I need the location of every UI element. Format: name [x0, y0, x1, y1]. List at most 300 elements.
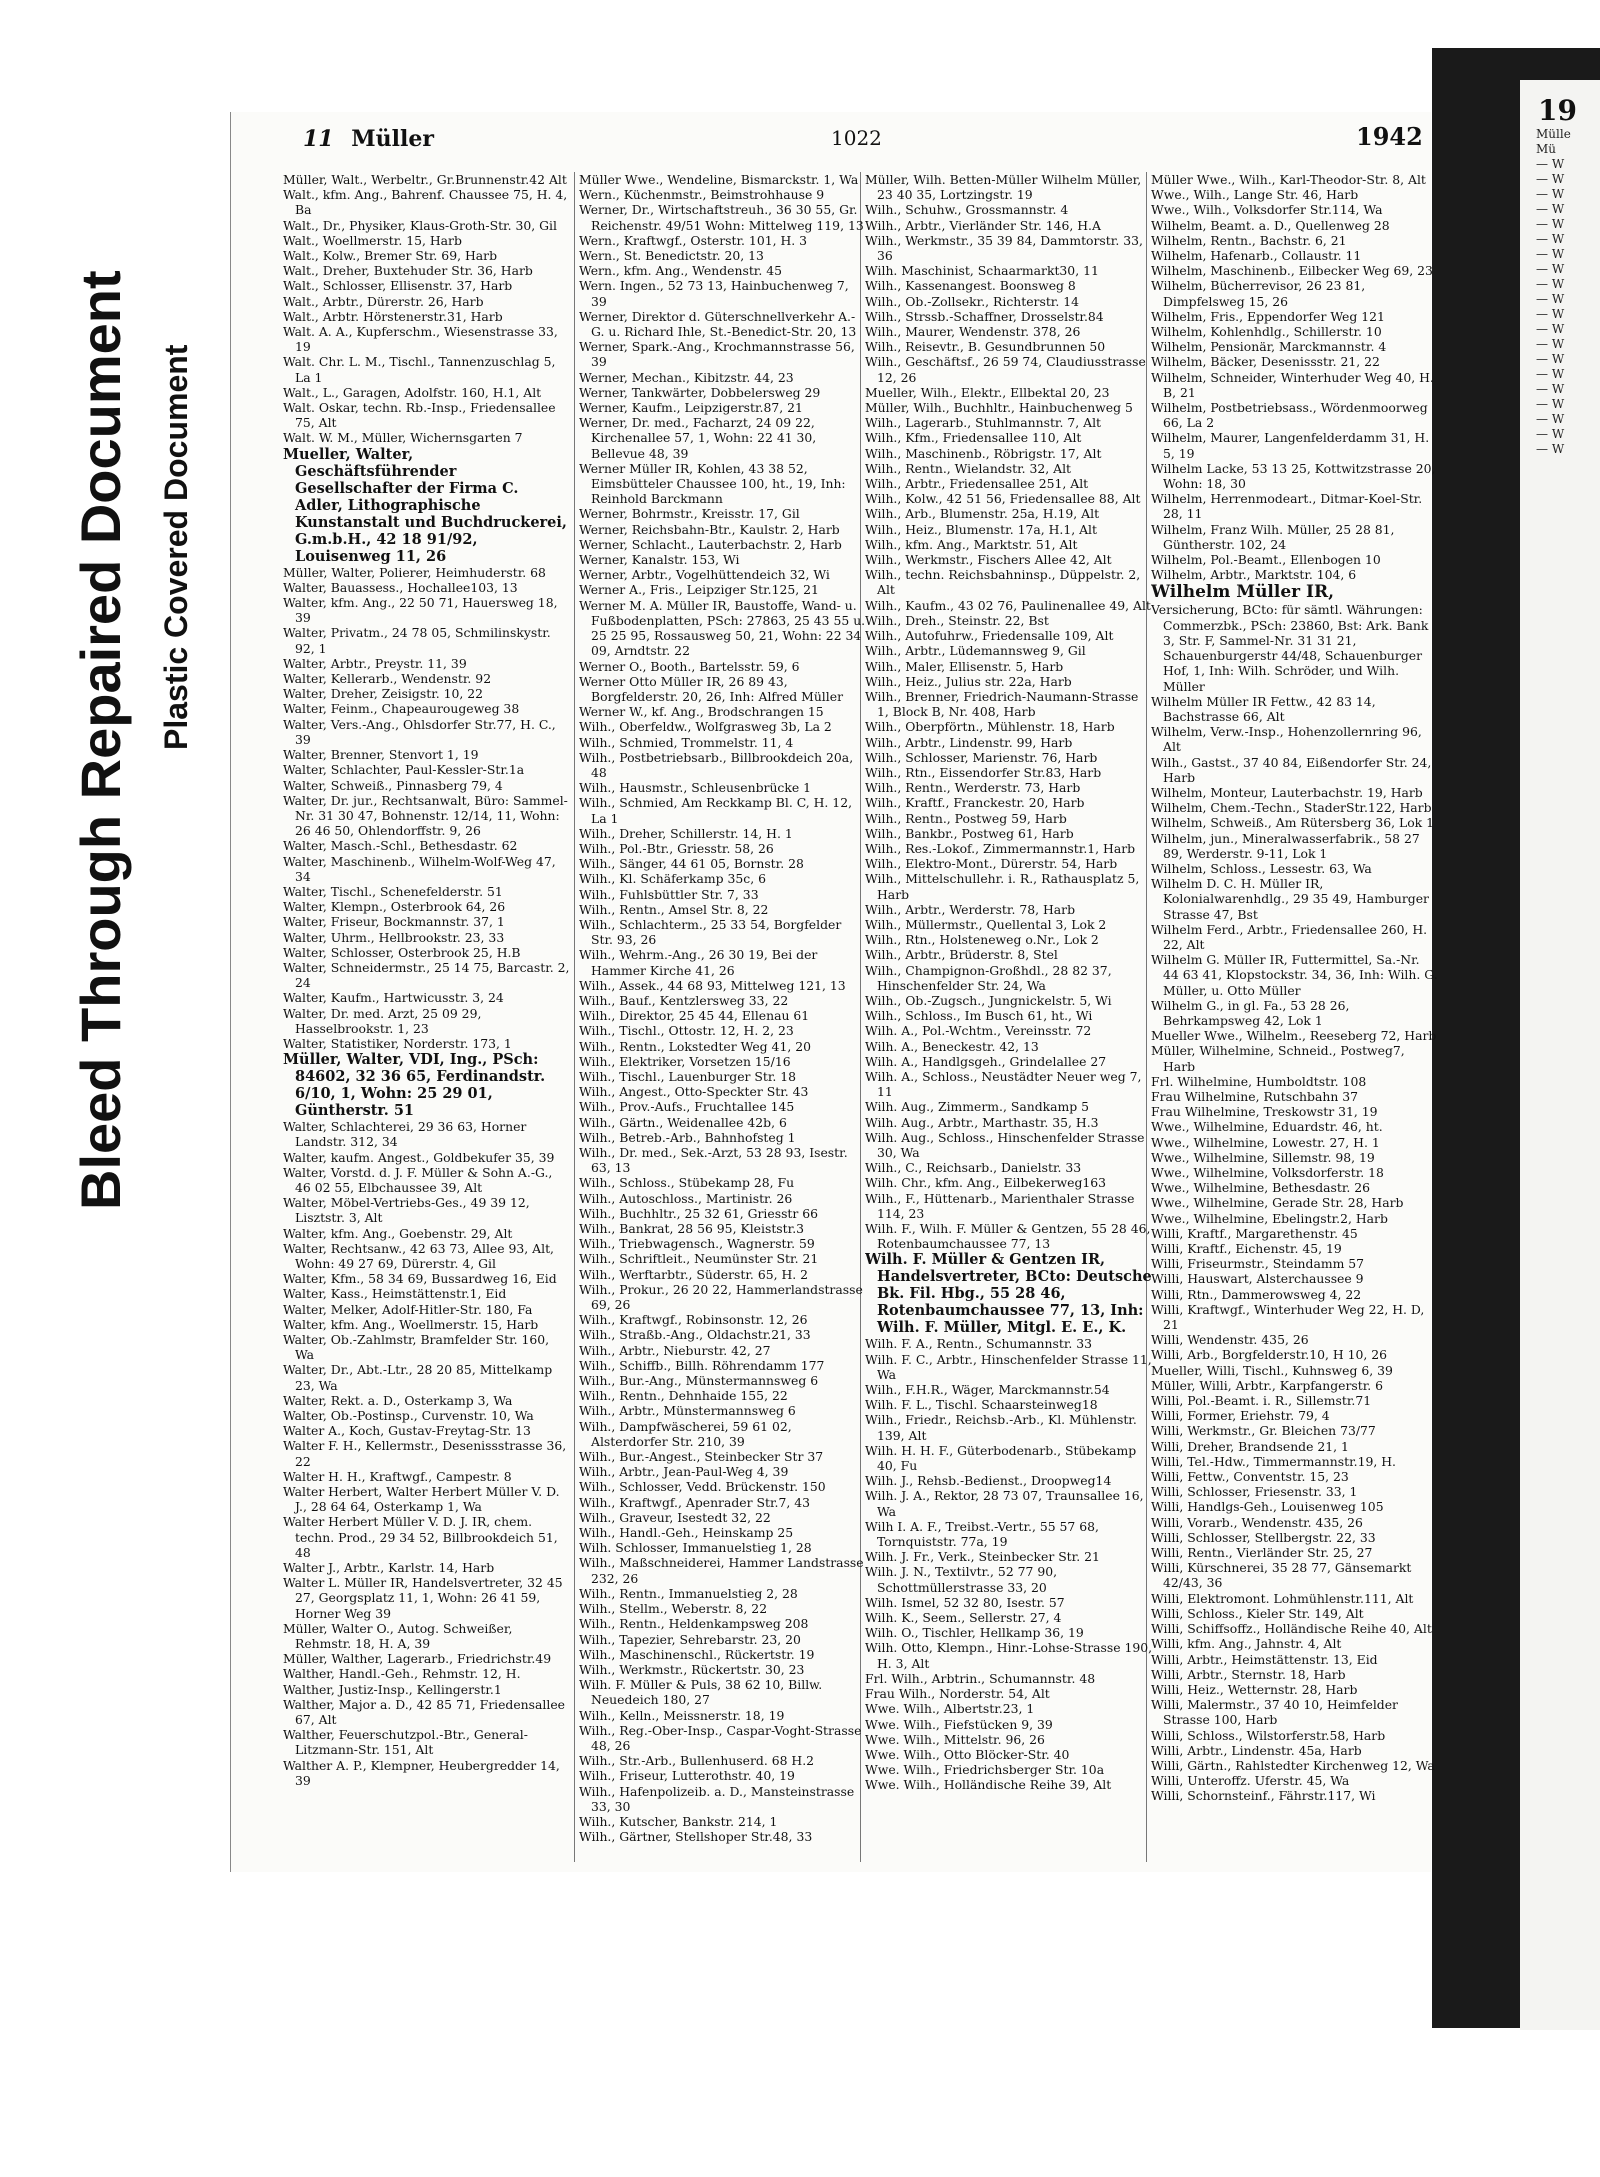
directory-entry: Werner W., kf. Ang., Brodschrangen 15 [579, 704, 824, 720]
directory-entry: Wilh., Rentn., Lokstedter Weg 41, 20 [579, 1038, 811, 1054]
directory-entry: Willi, Arb., Borgfelderstr.10, H 10, 26 [1151, 1347, 1387, 1363]
adjacent-page-stub: Mü [1536, 142, 1557, 156]
directory-entry: Walter, Feinm., Chapeaurougeweg 38 [283, 701, 520, 717]
directory-entry: Wilh., Arbtr., Vierländer Str. 146, H.A [865, 217, 1101, 233]
directory-entry: Walter, kfm. Ang., Woellmerstr. 15, Harb [283, 1316, 539, 1332]
directory-entry: Wilh., Prov.-Aufs., Fruchtallee 145 [579, 1099, 795, 1115]
directory-entry: Wilh., Bankbr., Postweg 61, Harb [865, 825, 1074, 841]
directory-entry: Willi, Schornsteinf., Fährstr.117, Wi [1151, 1788, 1376, 1804]
directory-entry: Willi, Kraftf., Eichenstr. 45, 19 [1151, 1241, 1342, 1257]
directory-entry: Wilh., C., Reichsarb., Danielstr. 33 [865, 1160, 1082, 1176]
directory-entry: Wilh., Champignon-Großhdl., 28 82 37, Hinschenfelder Str. 24, Wa [865, 962, 1112, 993]
directory-entry: Wilh. A., Handlgsgeh., Grindelallee 27 [865, 1053, 1107, 1069]
directory-entry: Walt., kfm. Ang., Bahrenf. Chaussee 75, H. 4, Ba [283, 187, 568, 218]
directory-entry: Wilh., Werkmstr., Fischers Allee 42, Alt [865, 552, 1112, 568]
directory-entry: Wilh., Kraftwgf., Apenrader Str.7, 43 [579, 1494, 810, 1510]
directory-entry: Wilh. A., Beneckestr. 42, 13 [865, 1038, 1039, 1054]
directory-entry: Wwe. Wilh., Holländische Reihe 39, Alt [865, 1777, 1112, 1793]
directory-entry: Walter, Privatm., 24 78 05, Schmilinskystr. 92, 1 [283, 625, 551, 656]
header-code: 11 [303, 126, 334, 152]
directory-entry: Wilh., Str.-Arb., Bullenhuserd. 68 H.2 [579, 1753, 815, 1769]
directory-entry: Willi, Schlosser, Stellbergstr. 22, 33 [1151, 1529, 1376, 1545]
directory-entry: Werner, Reichsbahn-Btr., Kaulstr. 2, Harb [579, 521, 840, 537]
directory-entry: Wilh., Res.-Lokof., Zimmermannstr.1, Harb [865, 840, 1136, 856]
directory-entry: Wilh., Sänger, 44 61 05, Bornstr. 28 [579, 856, 804, 872]
directory-entry: Wilh. A., Pol.-Wchtm., Vereinsstr. 72 [865, 1023, 1092, 1039]
directory-entry: Wwe., Wilhelmine, Eduardstr. 46, ht. [1151, 1119, 1383, 1135]
directory-entry: Wilh., Graveur, Isestedt 32, 22 [579, 1509, 771, 1525]
directory-entry: Werner, Spark.-Ang., Krochmannstrasse 56, 39 [579, 339, 855, 370]
page-number: 1022 [831, 126, 882, 150]
directory-entry: Wilh., Brenner, Friedrich-Naumann-Strasse 1, Block B, Nr. 408, Harb [865, 688, 1139, 720]
directory-entry: Wilh., Angest., Otto-Speckter Str. 43 [579, 1084, 809, 1100]
directory-entry: Wilh., kfm. Ang., Marktstr. 51, Alt [865, 536, 1078, 552]
directory-entry: Wilh. F., Wilh. F. Müller & Gentzen, 55 28 46, Rotenbaumchaussee 77, 13 [865, 1221, 1151, 1252]
directory-entry: Wilh., Maschinenschl., Rückertstr. 19 [579, 1646, 815, 1662]
directory-entry: Werner, Bohrmstr., Kreisstr. 17, Gil [579, 506, 800, 522]
directory-entry: Wilh., Tischl., Lauenburger Str. 18 [579, 1068, 797, 1084]
directory-entry: Willi, Arbtr., Lindenstr. 45a, Harb [1151, 1742, 1362, 1758]
directory-entry: Müller Wwe., Wendeline, Bismarckstr. 1, Wa [579, 172, 859, 187]
directory-entry: Wilhelm, Beamt. a. D., Quellenweg 28 [1151, 217, 1390, 233]
adjacent-page-stub: — W [1536, 277, 1565, 291]
directory-entry: Wilh I. A. F., Treibst.-Vertr., 55 57 68, Tornquiststr. 77a, 19 [865, 1518, 1099, 1550]
directory-entry: Wilhelm D. C. H. Müller IR, Kolonialwarenhdlg., 29 35 49, Hamburger Strasse 47, Bst [1151, 876, 1429, 922]
directory-entry: Wilh., Arbtr., Brüderstr. 8, Stel [865, 947, 1058, 963]
directory-entry: Wilhelm, Maschinenb., Eilbecker Weg 69, 23 [1151, 263, 1433, 279]
directory-entry: Wilh., Arbtr., Lüdemannsweg 9, Gil [865, 643, 1086, 659]
directory-entry: Wilh., Oberfeldw., Wolfgrasweg 3b, La 2 [579, 719, 832, 735]
directory-entry: Wilh., Stellm., Weberstr. 8, 22 [579, 1601, 768, 1617]
directory-entry: Wilhelm Ferd., Arbtr., Friedensallee 260, H. 22, Alt [1151, 921, 1428, 952]
directory-entry: Walter, Rekt. a. D., Osterkamp 3, Wa [283, 1392, 513, 1408]
directory-entry: Wilh., Kraftwgf., Robinsonstr. 12, 26 [579, 1312, 808, 1328]
directory-entry: Wilh., Tischl., Ottostr. 12, H. 2, 23 [579, 1023, 794, 1039]
adjacent-page-stub: — W [1536, 322, 1565, 336]
directory-entry: Wilh., Assek., 44 68 93, Mittelweg 121, 13 [579, 977, 846, 993]
directory-entry: Mueller Wwe., Wilhelm., Reeseberg 72, Harb [1151, 1028, 1437, 1044]
directory-entry: Walter, Ob.-Zahlmstr, Bramfelder Str. 160, Wa [283, 1332, 550, 1363]
directory-entry: Mueller, Willi, Tischl., Kuhnsweg 6, 39 [1151, 1362, 1393, 1378]
directory-entry: Willi, Dreher, Brandsende 21, 1 [1151, 1438, 1349, 1454]
directory-entry: Wilh., Schmied, Trommelstr. 11, 4 [579, 734, 794, 750]
directory-entry: Walter, Schneidermstr., 25 14 75, Barcastr. 2, 24 [283, 959, 570, 991]
directory-entry: Wilh. F. C., Arbtr., Hinschenfelder Strasse 11, Wa [865, 1351, 1152, 1382]
directory-entry: Wilh. J. A., Rektor, 28 73 07, Traunsallee 16, Wa [865, 1488, 1144, 1519]
directory-entry: Wilhelm, Bäcker, Desenissstr. 21, 22 [1151, 354, 1380, 370]
directory-entry: Walter A., Koch, Gustav-Freytag-Str. 13 [283, 1423, 531, 1439]
directory-entry: Wilh., Maler, Ellisenstr. 5, Harb [865, 658, 1064, 674]
directory-entry: Walter, Friseur, Bockmannstr. 37, 1 [283, 914, 505, 930]
directory-entry: Wwe. Wilh., Friedrichsberger Str. 10a [865, 1762, 1105, 1778]
directory-entry: Wern., St. Benedictstr. 20, 13 [579, 248, 764, 264]
directory-entry: Walter, Kaufm., Hartwicusstr. 3, 24 [283, 990, 504, 1006]
directory-entry: Wilh., Schlosser, Vedd. Brückenstr. 150 [579, 1479, 826, 1495]
adjacent-page-stubs [1520, 127, 1600, 457]
directory-entry: Wilh., Maschinenb., Röbrigstr. 17, Alt [865, 445, 1102, 461]
directory-entry: Willi, Malermstr., 37 40 10, Heimfelder Strasse 100, Harb [1151, 1697, 1398, 1728]
directory-entry: Walter, Dr., Abt.-Ltr., 28 20 85, Mittelkamp 23, Wa [283, 1362, 553, 1393]
directory-entry: Wilh., Rtn., Eissendorfer Str.83, Harb [865, 764, 1102, 780]
directory-entry: Wilh., Prokur., 26 20 22, Hammerlandstrasse 69, 26 [579, 1281, 863, 1313]
directory-entry: Willi, Wendenstr. 435, 26 [1151, 1332, 1309, 1348]
directory-entry: Willi, Schloss., Kieler Str. 149, Alt [1151, 1605, 1364, 1621]
directory-entry: Wilh., Hausmstr., Schleusenbrücke 1 [579, 780, 812, 796]
directory-entry: Wilhelm G. Müller IR, Futtermittel, Sa.-Nr. 44 63 41, Klopstockstr. 34, 36, Inh: Wilh. G. Müller, u. Otto Müller [1151, 952, 1438, 998]
directory-entry: Wilh., Gärtner, Stellshoper Str.48, 33 [579, 1829, 813, 1845]
adjacent-page-stub: — W [1536, 217, 1565, 231]
directory-entry: Wilh., Kelln., Meissnerstr. 18, 19 [579, 1707, 785, 1723]
directory-entry: Wilh., Maurer, Wendenstr. 378, 26 [865, 324, 1081, 340]
directory-entry: Wilh., Pol.-Btr., Griesstr. 58, 26 [579, 840, 774, 856]
directory-entry: Wilh., Hafenpolizeib. a. D., Mansteinstrasse 33, 30 [579, 1783, 855, 1814]
directory-entry: Werner, Kaufm., Leipzigerstr.87, 21 [579, 400, 803, 416]
directory-entry: Walter, Schlachter, Paul-Kessler-Str.1a [283, 762, 525, 778]
directory-entry: Wilh., Bur.-Ang., Münstermannsweg 6 [579, 1373, 819, 1389]
directory-entry: Wilhelm, Herrenmodeart., Ditmar-Koel-Str. 28, 11 [1151, 491, 1423, 522]
directory-entry: Wilh., Geschäftsf., 26 59 74, Claudiusstrasse 12, 26 [865, 354, 1146, 385]
directory-entry: Wilhelm, jun., Mineralwasserfabrik., 58 27 89, Werderstr. 9-11, Lok 1 [1151, 830, 1420, 861]
directory-entry: Werner, Kanalstr. 153, Wi [579, 552, 740, 568]
directory-entry: Werner, Mechan., Kibitzstr. 44, 23 [579, 369, 794, 385]
adjacent-page-stub: — W [1536, 397, 1565, 411]
directory-entry: Wwe. Wilh., Fiefstücken 9, 39 [865, 1716, 1053, 1732]
directory-entry: Walter, Rechtsanw., 42 63 73, Allee 93, Alt, Wohn: 49 27 69, Dürerstr. 4, Gil [283, 1240, 554, 1271]
directory-entry: Wilh., F., Hüttenarb., Marienthaler Strasse 114, 23 [865, 1190, 1135, 1221]
directory-entry: Willi, Arbtr., Heimstättenstr. 13, Eid [1151, 1651, 1378, 1667]
directory-entry: Wilhelm, Pensionär, Marckmannstr. 4 [1151, 339, 1387, 355]
directory-entry: Werner Müller IR, Kohlen, 43 38 52, Eimsbütteler Chaussee 100, ht., 19, Inh: Reinhold Barckmann [579, 460, 846, 507]
directory-entry: Walther, Justiz-Insp., Kellingerstr.1 [283, 1681, 502, 1697]
directory-entry: Wilh. Maschinist, Schaarmarkt30, 11 [865, 263, 1099, 279]
directory-entry: Wilh., Arb., Blumenstr. 25a, H.19, Alt [865, 506, 1100, 522]
directory-entry: Wilh., Lagerarb., Stuhlmannstr. 7, Alt [865, 415, 1102, 431]
directory-entry: Walter, Masch.-Schl., Bethesdastr. 62 [283, 838, 518, 854]
directory-entry: Wilh. Aug., Zimmerm., Sandkamp 5 [865, 1099, 1090, 1115]
directory-entry: Werner, Schlacht., Lauterbachstr. 2, Harb [579, 536, 842, 552]
directory-entry: Werner, Tankwärter, Dobbelersweg 29 [579, 384, 821, 400]
directory-entry: Wwe., Wilhelmine, Sillemstr. 98, 19 [1151, 1149, 1375, 1165]
directory-entry: Wilh., Elektriker, Vorsetzen 15/16 [579, 1053, 791, 1069]
directory-entry: Walter, Bauassess., Hochallee103, 13 [283, 579, 518, 595]
directory-entry: Wilh., Maßschneiderei, Hammer Landstrasse 232, 26 [579, 1555, 864, 1586]
directory-entry: Wilh., Kassenangest. Boonsweg 8 [865, 278, 1076, 294]
directory-entry: Willi, Hauswart, Alsterchaussee 9 [1151, 1271, 1364, 1287]
directory-entry: Frau Wilhelmine, Treskowstr 31, 19 [1151, 1104, 1378, 1120]
adjacent-page-stub: — W [1536, 427, 1565, 441]
directory-entry: Wilh. Schlosser, Immanuelstieg 1, 28 [579, 1540, 812, 1556]
directory-entry: Walt., Arbtr. Hörstenerstr.31, Harb [283, 308, 503, 324]
directory-entry: Wilhelm, Rentn., Bachstr. 6, 21 [1151, 232, 1347, 248]
directory-entry: Willi, Gärtn., Rahlstedter Kirchenweg 12, Wa [1151, 1757, 1435, 1773]
adjacent-page-stub: — W [1536, 337, 1565, 351]
directory-entry: Walter, kfm. Ang., Goebenstr. 29, Alt [283, 1225, 513, 1241]
directory-entry: Wwe. Wilh., Albertstr.23, 1 [865, 1701, 1035, 1717]
directory-entry: Wilh., Schlachterm., 25 33 54, Borgfelder Str. 93, 26 [579, 916, 842, 948]
directory-entry: Wilh. J. N., Textilvtr., 52 77 90, Schottmüllerstrasse 33, 20 [865, 1564, 1058, 1595]
directory-entry: Walt. W. M., Müller, Wichernsgarten 7 [283, 430, 523, 446]
directory-entry: Willi, Rtn., Dammerowsweg 4, 22 [1151, 1286, 1362, 1302]
directory-entry: Frl. Wilhelmine, Humboldtstr. 108 [1151, 1073, 1367, 1089]
directory-entry: Wilh., Schuhw., Grossmannstr. 4 [865, 202, 1069, 218]
directory-entry: Willi, Werkmstr., Gr. Bleichen 73/77 [1151, 1423, 1376, 1439]
directory-entry: Wilh., Autoschloss., Martinistr. 26 [579, 1190, 793, 1206]
directory-entry: Walter, Statistiker, Norderstr. 173, 1 [283, 1035, 512, 1051]
directory-entry: Wilh. Aug., Arbtr., Marthastr. 35, H.3 [865, 1114, 1099, 1130]
directory-entry: Wilhelm Müller IR Fettw., 42 83 14, Bachstrasse 66, Alt [1151, 693, 1376, 724]
directory-entry: Wilh., Betreb.-Arb., Bahnhofsteg 1 [579, 1129, 796, 1145]
directory-entry: Wilhelm, Maurer, Langenfelderdamm 31, H. 5, 19 [1151, 430, 1430, 461]
directory-entry: Wwe., Wilh., Volksdorfer Str.114, Wa [1151, 202, 1383, 218]
directory-entry: Wilh. A., Schloss., Neustädter Neuer weg 7, 11 [865, 1068, 1142, 1100]
column-3 [865, 172, 1153, 1862]
column-1 [283, 172, 571, 1862]
directory-entry: Wilh., Strssb.-Schaffner, Drosselstr.84 [865, 308, 1104, 324]
directory-page [230, 112, 1438, 1872]
directory-entry: Walter, Arbtr., Preystr. 11, 39 [283, 655, 467, 671]
directory-entry: Wilh., Schmied, Am Reckkamp Bl. C, H. 12, La 1 [579, 795, 853, 826]
directory-entry: Wilhelm Lacke, 53 13 25, Kottwitzstrasse 20, Wohn: 18, 30 [1151, 460, 1436, 492]
directory-entry: Walter, Brenner, Stenvort 1, 19 [283, 747, 479, 763]
directory-entry: Wilhelm, Schweiß., Am Rütersberg 36, Lok 1 [1151, 815, 1435, 831]
directory-entry: Walter, kaufm. Angest., Goldbekufer 35, 39 [283, 1149, 555, 1165]
directory-entry: Wilh., Arbtr., Werderstr. 78, Harb [865, 901, 1076, 917]
directory-entry: Frau Wilh., Norderstr. 54, Alt [865, 1686, 1050, 1702]
directory-entry: Müller, Walter O., Autog. Schweißer, Rehmstr. 18, H. A, 39 [283, 1620, 513, 1652]
adjacent-page-stub: — W [1536, 442, 1565, 456]
directory-entry: Wilh., Oberpförtn., Mühlenstr. 18, Harb [865, 719, 1115, 735]
directory-entry: Wilh. O., Tischler, Hellkamp 36, 19 [865, 1625, 1084, 1641]
directory-entry: Werner O., Booth., Bartelsstr. 59, 6 [579, 658, 800, 674]
directory-entry: Willi, Schiffsoffz., Holländische Reihe 40, Alt [1151, 1621, 1432, 1637]
directory-entry: Wilh., Heiz., Julius str. 22a, Harb [865, 673, 1072, 689]
directory-entry: Walter, Kass., Heimstättenstr.1, Eid [283, 1286, 507, 1302]
directory-entry: Walter, Uhrm., Hellbrookstr. 23, 33 [283, 929, 505, 945]
directory-entry: Wilh., Gärtn., Weidenallee 42b, 6 [579, 1114, 787, 1130]
adjacent-page-stub: — W [1536, 307, 1565, 321]
directory-entry: Wilh. Otto, Klempn., Hinr.-Lohse-Strasse 190, H. 3, Alt [865, 1640, 1153, 1671]
directory-entry: Walther A. P., Klempner, Heubergredder 14, 39 [283, 1757, 560, 1788]
directory-entry: Wilh. H. H. F., Güterbodenarb., Stübekamp 40, Fu [865, 1442, 1137, 1474]
directory-entry: Walter H. H., Kraftwgf., Campestr. 8 [283, 1468, 512, 1484]
directory-entry: Wilh., Kfm., Friedensallee 110, Alt [865, 430, 1082, 446]
directory-entry: Wilh., Handl.-Geh., Heinskamp 25 [579, 1525, 794, 1541]
directory-entry: Willi, Heiz., Wetternstr. 28, Harb [1151, 1681, 1358, 1697]
directory-entry: Wern. Ingen., 52 73 13, Hainbuchenweg 7, 39 [579, 278, 849, 309]
directory-entry: Wilh., Rentn., Heldenkampsweg 208 [579, 1616, 809, 1632]
column-2 [579, 172, 867, 1862]
directory-entry: Walt., Woellmerstr. 15, Harb [283, 232, 462, 248]
directory-entry: Werner, Dr., Wirtschaftstreuh., 36 30 55, Gr. Reichenstr. 49/51 Wohn: Mittelweg 119, 13 [579, 202, 864, 233]
directory-entry: Walter, Ob.-Postinsp., Curvenstr. 10, Wa [283, 1408, 534, 1424]
directory-entry: Willi, Rentn., Vierländer Str. 25, 27 [1151, 1545, 1373, 1561]
directory-entry: Wilh. Aug., Schloss., Hinschenfelder Strasse 30, Wa [865, 1129, 1145, 1160]
directory-entry: Walt., Arbtr., Dürerstr. 26, Harb [283, 293, 484, 309]
directory-entry: Walter, Schlachterei, 29 36 63, Horner Landstr. 312, 34 [283, 1119, 527, 1150]
directory-entry: Wwe., Wilhelmine, Ebelingstr.2, Harb [1151, 1210, 1388, 1226]
adjacent-page-stub: — W [1536, 172, 1565, 186]
directory-entry: Willi, Tel.-Hdw., Timmermannstr.19, H. [1151, 1453, 1396, 1469]
directory-entry: Wilh. Chr., kfm. Ang., Eilbekerweg163 [865, 1175, 1107, 1191]
directory-entry: Walter, Vorstd. d. J. F. Müller & Sohn A.-G., 46 02 55, Elbchaussee 39, Alt [283, 1164, 553, 1195]
directory-entry: Walter, Dr. jur., Rechtsanwalt, Büro: Sammel-Nr. 31 30 47, Bohnenstr. 12/14, 11, Wohn: 26 46 50, Ohlendorffstr. 9, 26 [283, 792, 568, 839]
directory-entry: Frau Wilhelmine, Rutschbahn 37 [1151, 1088, 1358, 1104]
directory-entry: Wilh., Gastst., 37 40 84, Eißendorfer Str. 24, Harb [1151, 754, 1432, 785]
directory-entry: Walt., Dreher, Buxtehuder Str. 36, Harb [283, 263, 533, 279]
directory-entry: Wilh. F. A., Rentn., Schumannstr. 33 [865, 1336, 1093, 1352]
directory-entry: Müller, Walt., Werbeltr., Gr.Brunnenstr.42 Alt [283, 172, 567, 187]
directory-entry: Wern., Küchenmstr., Beimstrohhause 9 [579, 187, 825, 203]
directory-entry: Müller, Walther, Lagerarb., Friedrichstr.49 [283, 1651, 552, 1667]
directory-entry: Wilhelm, Postbetriebsass., Wördenmoorweg 66, La 2 [1151, 400, 1428, 431]
directory-entry: Wilh., Buchhltr., 25 32 61, Griesstr 66 [579, 1205, 819, 1221]
directory-entry: Walter, Dr. med. Arzt, 25 09 29, Hasselbrookstr. 1, 23 [283, 1005, 482, 1036]
directory-entry: Wilh., Friseur, Lutterothstr. 40, 19 [579, 1768, 795, 1784]
directory-entry: Wilh. Ismel, 52 32 80, Isestr. 57 [865, 1594, 1065, 1610]
adjacent-page-stub: — W [1536, 187, 1565, 201]
directory-entry: Wilh., Tapezier, Sehrebarstr. 23, 20 [579, 1631, 801, 1647]
directory-entry: Versicherung, BCto: für sämtl. Währungen: Commerzbk., PSch: 23860, Bst: Ark. Bank 3, Str. F, Sammel-Nr. 31 31 21, Schauenburgerstr 44/48, Schauenburger Hof, 1, Inh: Wilh. Schröder, und Wilh. Müller [1151, 602, 1429, 694]
directory-entry: Walter, Möbel-Vertriebs-Ges., 49 39 12, Lisztstr. 3, Alt [283, 1195, 530, 1226]
directory-entry: Wilh., Dreh., Steinstr. 22, Bst [865, 612, 1049, 628]
directory-entry: Wilh., Mittelschullehr. i. R., Rathausplatz 5, Harb [865, 871, 1140, 902]
directory-entry: Wern., Kraftwgf., Osterstr. 101, H. 3 [579, 232, 808, 248]
directory-entry: Willi, Schloss., Wilstorferstr.58, Harb [1151, 1727, 1386, 1743]
directory-entry: Wilh., Werkmstr., Rückertstr. 30, 23 [579, 1661, 805, 1677]
directory-entry: Walt., Schlosser, Ellisenstr. 37, Harb [283, 278, 513, 294]
directory-entry: Wilh., Bauf., Kentzlersweg 33, 22 [579, 992, 789, 1008]
directory-entry: Wilhelm, Monteur, Lauterbachstr. 19, Harb [1151, 784, 1423, 800]
directory-entry: Wilh., Schriftleit., Neumünster Str. 21 [579, 1251, 819, 1267]
directory-entry: Wilhelm, Kohlenhdlg., Schillerstr. 10 [1151, 324, 1382, 340]
directory-entry: Wwe., Wilhelmine, Bethesdastr. 26 [1151, 1180, 1371, 1196]
adjacent-page-stub: — W [1536, 352, 1565, 366]
directory-entry: Walter F. H., Kellermstr., Desenissstrasse 36, 22 [283, 1438, 567, 1469]
directory-entry: Willi, Arbtr., Sternstr. 18, Harb [1151, 1666, 1346, 1682]
directory-entry: Wilh., Schlosser, Marienstr. 76, Harb [865, 749, 1098, 765]
directory-entry: Willi, Handlgs-Geh., Louisenweg 105 [1151, 1499, 1384, 1515]
directory-entry: Frl. Wilh., Arbtrin., Schumannstr. 48 [865, 1670, 1096, 1686]
directory-entry: Willi, Kraftwgf., Winterhuder Weg 22, H. D, 21 [1151, 1301, 1425, 1333]
directory-entry: Müller, Wilh. Betten-Müller Wilhelm Müller, 23 40 35, Lortzingstr. 19 [865, 172, 1142, 203]
directory-entry: Wilh., F.H.R., Wäger, Marckmannstr.54 [865, 1382, 1110, 1398]
directory-entry: Willi, Friseurmstr., Steindamm 57 [1151, 1256, 1365, 1272]
directory-entry: Wilh., Reisevtr., B. Gesundbrunnen 50 [865, 339, 1106, 355]
directory-entry: Willi, Kraftf., Margarethenstr. 45 [1151, 1225, 1358, 1241]
directory-entry: Walt., Kolw., Bremer Str. 69, Harb [283, 248, 498, 264]
plastic-covered-label: Plastic Covered Document [158, 344, 194, 750]
directory-entry: Wilh., Rentn., Postweg 59, Harb [865, 810, 1067, 826]
directory-entry: Wilh., Kraftf., Franckestr. 20, Harb [865, 795, 1085, 811]
directory-entry: Wilh. K., Seem., Sellerstr. 27, 4 [865, 1610, 1062, 1626]
directory-entry: Wilh., Reg.-Ober-Insp., Caspar-Voght-Strasse 48, 26 [579, 1722, 862, 1753]
directory-entry: Werner Otto Müller IR, 26 89 43, Borgfelderstr. 20, 26, Inh: Alfred Müller [579, 673, 843, 704]
adjacent-page-stub: Mülle [1536, 127, 1571, 141]
directory-entry: Walter, Kfm., 58 34 69, Bussardweg 16, Eid [283, 1271, 557, 1287]
bleed-through-label: Bleed Through Repaired Document [69, 270, 132, 1210]
directory-entry: Wilh., Dr. med., Sek.-Arzt, 53 28 93, Isestr. 63, 13 [579, 1145, 848, 1176]
directory-entry: Wilh., Arbtr., Nieburstr. 42, 27 [579, 1342, 771, 1358]
directory-entry: Wilh., Schiffb., Billh. Röhrendamm 177 [579, 1357, 825, 1373]
adjacent-page-year: 19 [1538, 94, 1577, 127]
directory-entry: Wilh., Dreher, Schillerstr. 14, H. 1 [579, 825, 793, 841]
adjacent-page-stub: — W [1536, 292, 1565, 306]
directory-entry: Wilh., Kl. Schäferkamp 35c, 6 [579, 871, 766, 887]
directory-entry: Wilh., Wehrm.-Ang., 26 30 19, Bei der Hammer Kirche 41, 26 [579, 947, 818, 978]
directory-entry: Walt. A. A., Kupferschm., Wiesenstrasse 33, 19 [283, 324, 558, 355]
directory-entry: Wilh., techn. Reichsbahninsp., Düppelstr. 2, Alt [865, 567, 1141, 598]
directory-entry: Wilhelm, Franz Wilh. Müller, 25 28 81, Güntherstr. 102, 24 [1151, 521, 1395, 552]
directory-entry: Walter, Schweiß., Pinnasberg 79, 4 [283, 777, 503, 793]
directory-entry: Wilh., Werftarbtr., Süderstr. 65, H. 2 [579, 1266, 809, 1282]
directory-entry: Wwe., Wilhelmine, Lowestr. 27, H. 1 [1151, 1134, 1380, 1150]
adjacent-page-stub: — W [1536, 247, 1565, 261]
adjacent-page-stub: — W [1536, 262, 1565, 276]
directory-entry: Müller, Willi, Arbtr., Karpfangerstr. 6 [1151, 1377, 1384, 1393]
directory-entry: Walt. Oskar, techn. Rb.-Insp., Friedensallee 75, Alt [283, 400, 556, 431]
directory-entry: Müller, Wilh., Buchhltr., Hainbuchenweg 5 [865, 400, 1133, 416]
directory-entry: Wilh., Arbtr., Friedensallee 251, Alt [865, 476, 1089, 492]
directory-entry: Wilhelm, Arbtr., Marktstr. 104, 6 [1151, 567, 1357, 583]
directory-entry: Wilh. F. Müller & Gentzen IR, Handelsvertreter, BCto: Deutsche Bk. Fil. Hbg., 55 28 46, Rotenbaumchaussee 77, 13, Inh: Wilh. F. Müller, Mitgl. E. E., K. [865, 1251, 1152, 1337]
directory-entry: Mueller, Wilh., Elektr., Ellbektal 20, 23 [865, 384, 1110, 400]
directory-entry: Wilhelm, Schloss., Lessestr. 63, Wa [1151, 860, 1372, 876]
directory-entry: Müller, Walter, Polierer, Heimhuderstr. 68 [283, 564, 546, 580]
directory-entry: Wilh. F. L., Tischl. Schaarsteinweg18 [865, 1397, 1098, 1413]
directory-entry: Wilh., Rentn., Amsel Str. 8, 22 [579, 901, 769, 917]
directory-entry: Wilh., Direktor, 25 45 44, Ellenau 61 [579, 1008, 810, 1024]
directory-entry: Wilh., Rentn., Immanuelstieg 2, 28 [579, 1585, 798, 1601]
directory-entry: Wwe. Wilh., Otto Blöcker-Str. 40 [865, 1746, 1070, 1762]
adjacent-page-stub: — W [1536, 202, 1565, 216]
directory-entry: Wilh., Rentn., Dehnhaide 155, 22 [579, 1388, 788, 1404]
directory-entry: Wilhelm, Verw.-Insp., Hohenzollernring 96, Alt [1151, 724, 1422, 755]
directory-entry: Wilh., Straßb.-Ang., Oldachstr.21, 33 [579, 1327, 811, 1343]
directory-entry: Wilhelm, Chem.-Techn., StaderStr.122, Harb [1151, 800, 1432, 816]
directory-entry: Walther, Handl.-Geh., Rehmstr. 12, H. [283, 1666, 521, 1682]
directory-entry: Werner, Arbtr., Vogelhüttendeich 32, Wi [579, 567, 830, 583]
directory-entry: Wilh. J. Fr., Verk., Steinbecker Str. 21 [865, 1549, 1100, 1565]
adjacent-page-stub: — W [1536, 232, 1565, 246]
header-section [303, 126, 434, 152]
directory-entry: Wilh., Triebwagensch., Wagnerstr. 59 [579, 1236, 815, 1252]
directory-entry: Walt., Dr., Physiker, Klaus-Groth-Str. 30, Gil [283, 217, 557, 233]
directory-entry: Werner, Dr. med., Facharzt, 24 09 22, Kirchenallee 57, 1, Wohn: 22 41 30, Bellevue 48, 39 [579, 415, 817, 461]
directory-entry: Wilhelm, Fris., Eppendorfer Weg 121 [1151, 308, 1385, 324]
directory-entry: Wilh., Rentn., Werderstr. 73, Harb [865, 780, 1081, 796]
directory-entry: Willi, Pol.-Beamt. i. R., Sillemstr.71 [1151, 1393, 1372, 1409]
column-divider [574, 172, 575, 1862]
directory-entry: Willi, Elektromont. Lohmühlenstr.111, Alt [1151, 1590, 1414, 1606]
directory-entry: Wilh., Bankrat, 28 56 95, Kleiststr.3 [579, 1221, 805, 1237]
directory-entry: Wilh., Friedr., Reichsb.-Arb., Kl. Mühlenstr. 139, Alt [865, 1412, 1137, 1443]
directory-entry: Walter J., Arbtr., Karlstr. 14, Harb [283, 1560, 495, 1576]
directory-entry: Wilh., Arbtr., Lindenstr. 99, Harb [865, 734, 1073, 750]
directory-entry: Wilh., Postbetriebsarb., Billbrookdeich 20a, 48 [579, 749, 854, 780]
directory-entry: Wilh., Kolw., 42 51 56, Friedensallee 88, Alt [865, 491, 1141, 507]
directory-entry: Willi, Fettw., Conventstr. 15, 23 [1151, 1469, 1349, 1485]
directory-entry: Walter, Maschinenb., Wilhelm-Wolf-Weg 47, 34 [283, 853, 556, 884]
directory-entry: Mueller, Walter, Geschäftsführender Gesellschafter der Firma C. Adler, Lithographische Kunstanstalt und Buchdruckerei, G.m.b.H., 42 18 91/92, Louisenweg 11, 26 [283, 445, 567, 565]
page-year: 1942 [1356, 122, 1423, 151]
directory-entry: Wilh., Bur.-Angest., Steinbecker Str 37 [579, 1449, 824, 1465]
directory-entry: Willi, Vorarb., Wendenstr. 435, 26 [1151, 1514, 1363, 1530]
directory-entry: Wilh., Ob.-Zugsch., Jungnickelstr. 5, Wi [865, 992, 1112, 1008]
directory-entry: Willi, Schlosser, Friesenstr. 33, 1 [1151, 1484, 1358, 1500]
directory-entry: Wilh., Heiz., Blumenstr. 17a, H.1, Alt [865, 521, 1097, 537]
directory-entry: Wilh., Schloss., Im Busch 61, ht., Wi [865, 1008, 1093, 1024]
directory-entry: Walt., L., Garagen, Adolfstr. 160, H.1, Alt [283, 384, 542, 400]
